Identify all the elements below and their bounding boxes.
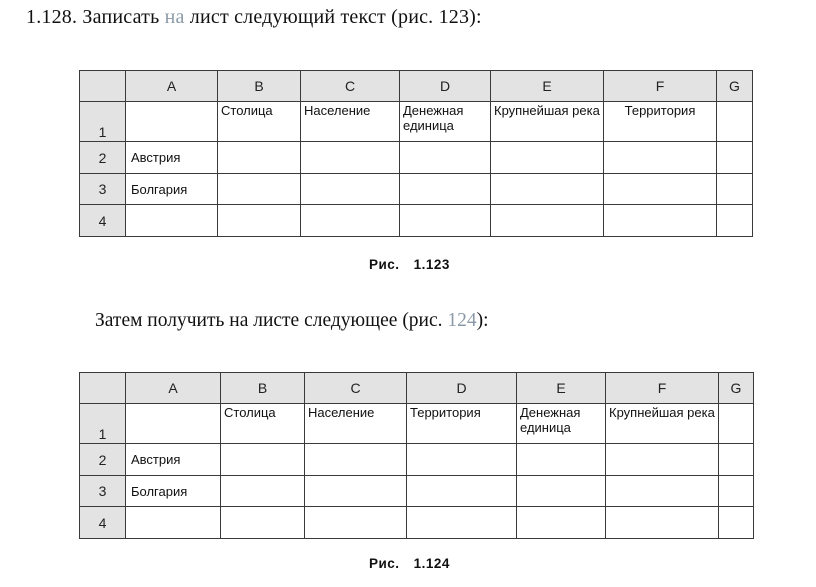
cell-f4 xyxy=(604,205,717,237)
col-header-a: A xyxy=(126,71,218,102)
col-header-f: F xyxy=(606,373,719,404)
subheading-text-before: Затем получить на листе следующее (рис. xyxy=(95,310,443,331)
exercise-text-accent: на xyxy=(164,6,185,28)
col-header-d: D xyxy=(407,373,517,404)
cell-e2 xyxy=(517,444,606,476)
cell-d1: Территория xyxy=(407,404,517,444)
cell-f2 xyxy=(604,142,717,174)
exercise-heading xyxy=(26,6,482,29)
cell-e2 xyxy=(491,142,604,174)
cell-d4 xyxy=(407,507,517,539)
cell-f4 xyxy=(606,507,719,539)
cell-c1: Население xyxy=(305,404,407,444)
cell-b1: Столица xyxy=(218,102,301,142)
row-header-3: 3 xyxy=(80,174,126,205)
col-header-c: C xyxy=(305,373,407,404)
cell-b2 xyxy=(218,142,301,174)
cell-e1: Денежная единица xyxy=(517,404,606,444)
cell-f3 xyxy=(606,476,719,507)
row-header-4: 4 xyxy=(80,507,126,539)
cell-c2 xyxy=(305,444,407,476)
cell-f1: Территория xyxy=(604,102,717,142)
corner-cell xyxy=(80,71,126,102)
row-header-3: 3 xyxy=(80,476,126,507)
exercise-text-after: лист следующий текст (рис. 123): xyxy=(189,6,482,28)
col-header-g: G xyxy=(717,71,753,102)
cell-e3 xyxy=(517,476,606,507)
cell-d2 xyxy=(400,142,491,174)
cell-g4 xyxy=(719,507,754,539)
instruction-subheading xyxy=(95,310,489,332)
cell-e1: Крупнейшая река xyxy=(491,102,604,142)
cell-c1: Население xyxy=(301,102,400,142)
col-header-d: D xyxy=(400,71,491,102)
exercise-number: 1.128. xyxy=(26,6,78,28)
cell-b3 xyxy=(218,174,301,205)
cell-d3 xyxy=(400,174,491,205)
cell-d1: Денежная единица xyxy=(400,102,491,142)
col-header-e: E xyxy=(491,71,604,102)
cell-g1 xyxy=(717,102,753,142)
exercise-text-before: Записать xyxy=(82,6,160,28)
spreadsheet-figure-124 xyxy=(79,372,754,539)
corner-cell xyxy=(80,373,126,404)
cell-g2 xyxy=(719,444,754,476)
cell-f3 xyxy=(604,174,717,205)
cell-a2: Австрия xyxy=(126,142,218,174)
cell-f1: Крупнейшая река xyxy=(606,404,719,444)
caption-number: 1.124 xyxy=(413,556,450,571)
cell-e4 xyxy=(491,205,604,237)
cell-a3: Болгария xyxy=(126,174,218,205)
col-header-a: A xyxy=(126,373,221,404)
col-header-f: F xyxy=(604,71,717,102)
cell-c2 xyxy=(301,142,400,174)
spreadsheet-figure-123 xyxy=(79,70,753,237)
cell-a4 xyxy=(126,205,218,237)
cell-b4 xyxy=(221,507,305,539)
cell-c4 xyxy=(305,507,407,539)
cell-g4 xyxy=(717,205,753,237)
cell-g3 xyxy=(719,476,754,507)
row-header-2: 2 xyxy=(80,444,126,476)
caption-label: Рис. xyxy=(369,556,400,571)
cell-c3 xyxy=(301,174,400,205)
cell-g1 xyxy=(719,404,754,444)
caption-label: Рис. xyxy=(369,257,400,272)
cell-f2 xyxy=(606,444,719,476)
subheading-figure-ref: 124 xyxy=(447,310,477,331)
cell-b3 xyxy=(221,476,305,507)
row-header-2: 2 xyxy=(80,142,126,174)
cell-c3 xyxy=(305,476,407,507)
cell-g2 xyxy=(717,142,753,174)
cell-b2 xyxy=(221,444,305,476)
cell-g3 xyxy=(717,174,753,205)
cell-a1 xyxy=(126,404,221,444)
col-header-g: G xyxy=(719,373,754,404)
cell-b1: Столица xyxy=(221,404,305,444)
row-header-4: 4 xyxy=(80,205,126,237)
cell-a3: Болгария xyxy=(126,476,221,507)
col-header-b: B xyxy=(218,71,301,102)
cell-a4 xyxy=(126,507,221,539)
figure-caption-123 xyxy=(369,257,450,272)
cell-d2 xyxy=(407,444,517,476)
cell-e4 xyxy=(517,507,606,539)
cell-d4 xyxy=(400,205,491,237)
subheading-text-after: ): xyxy=(476,310,489,331)
cell-e3 xyxy=(491,174,604,205)
cell-b4 xyxy=(218,205,301,237)
cell-a2: Австрия xyxy=(126,444,221,476)
cell-c4 xyxy=(301,205,400,237)
figure-caption-124 xyxy=(369,556,450,571)
col-header-c: C xyxy=(301,71,400,102)
col-header-b: B xyxy=(221,373,305,404)
row-header-1: 1 xyxy=(80,102,126,142)
col-header-e: E xyxy=(517,373,606,404)
caption-number: 1.123 xyxy=(413,257,450,272)
row-header-1: 1 xyxy=(80,404,126,444)
cell-a1 xyxy=(126,102,218,142)
cell-d3 xyxy=(407,476,517,507)
